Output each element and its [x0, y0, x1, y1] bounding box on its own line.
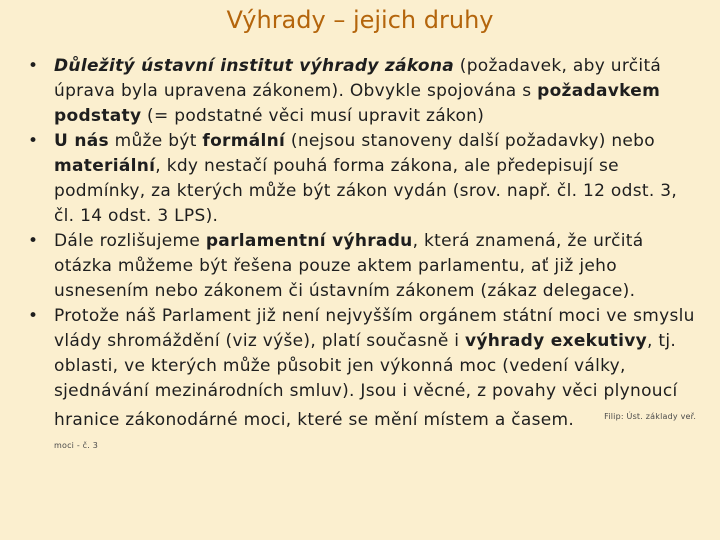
bullet-segment: výhrady exekutivy — [465, 331, 647, 351]
slide-title: Výhrady – jejich druhy — [226, 6, 494, 34]
bullet-dot-icon: • — [28, 131, 39, 151]
bullet-segment: parlamentní výhradu — [205, 231, 413, 251]
bullet-text — [54, 54, 700, 129]
bullet-item-4 — [28, 304, 700, 462]
bullet-segment: , tj. oblasti, ve kterých může působit jen výkonná moc (vedení války, sjednávání mezinárodních smluv). Jsou i věcné, z povahy věci plynoucí hranice zákonodárné moci, které se mění místem a časem. — [54, 331, 678, 430]
bullet-list — [28, 54, 700, 462]
bullet-segment: materiální — [54, 156, 156, 176]
bullet-segment: Důležitý ústavní institut výhrady zákona — [54, 56, 455, 76]
bullet-segment: U nás — [54, 131, 109, 151]
bullet-segment: Protože náš Parlament již není nejvyšším orgánem státní moci ve smyslu vlády shromáždění (viz výše), platí současně i — [54, 306, 695, 351]
bullet-text — [54, 129, 700, 229]
bullet-segment: požadavkem podstaty — [54, 81, 661, 126]
bullet-dot-icon: • — [28, 306, 39, 326]
bullet-segment: , která znamená, že určitá otázka můžeme být řešena pouze aktem parlamentu, ať již jeho usnesením nebo zákonem či ústavním zákonem (zákaz delegace). — [54, 231, 644, 301]
bullet-segment: formální — [202, 131, 286, 151]
bullet-segment: (= podstatné věci musí upravit zákon) — [141, 106, 485, 126]
bullet-segment: může být — [108, 131, 203, 151]
bullet-dot-icon: • — [28, 231, 39, 251]
bullet-text — [54, 229, 700, 304]
bullet-dot-icon: • — [28, 56, 39, 76]
bullet-item-1 — [28, 54, 700, 129]
bullet-segment: , kdy nestačí pouhá forma zákona, ale předepisují se podmínky, za kterých může být zákon vydán (srov. např. čl. 12 odst. 3, čl. 14 odst. 3 LPS). — [54, 156, 678, 226]
bullet-segment: Dále rozlišujeme — [54, 231, 206, 251]
bullet-text — [54, 304, 700, 462]
bullet-segment: (požadavek, aby určitá úprava byla upravena zákonem). Obvykle spojována s — [54, 56, 662, 101]
slide-footer: Filip: Úst. základy veř. moci - č. 3 — [54, 412, 697, 450]
bullet-segment: (nejsou stanoveny další požadavky) nebo — [285, 131, 655, 151]
bullet-item-3 — [28, 229, 700, 304]
bullet-item-2 — [28, 129, 700, 229]
